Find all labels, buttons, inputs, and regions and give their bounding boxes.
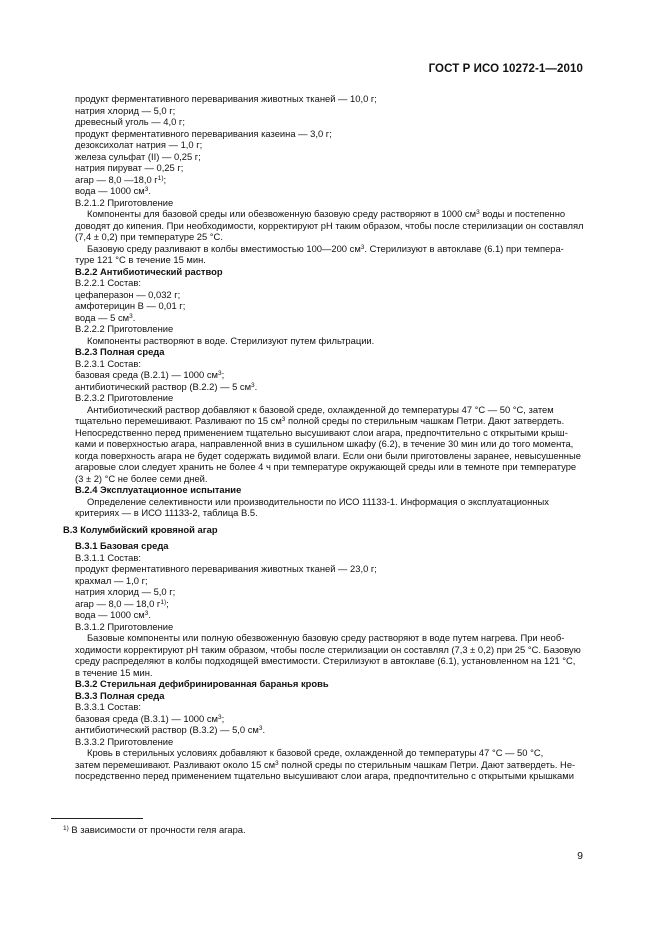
section-heading: В.3.2 Стерильная дефибринированная баранья кровь — [75, 678, 329, 689]
text-line: амфотерицин В — 0,01 г; — [75, 300, 186, 311]
text-line: тщательно перемешивают. Разливают по 15 $см^3$ полной среды по стерильным чашкам Петри. Дают затвердеть. — [75, 415, 565, 426]
text-line: Компоненты растворяют в воде. Стерилизуют путем фильтрации. — [87, 334, 375, 346]
text-line: Кровь в стерильных условиях добавляют к базовой среде, охлажденной до температуры 47 °С — 50 °С, — [87, 747, 544, 758]
section-heading: В.2.4 Эксплуатационное испытание — [75, 484, 242, 495]
text-line: (3 ± 2) °С не более семи дней. — [75, 472, 208, 484]
text-line: Компоненты для базовой среды или обезвоженную базовую среду растворяют в 1000 $см^3$ воды и постепенно — [87, 208, 566, 219]
page-number: 9 — [577, 850, 583, 862]
text-line: Базовые компоненты или полную обезвоженную базовую среду растворяют в воде путем нагрева. При необ- — [87, 632, 565, 643]
text-line: базовая среда (В.2.1) — 1000 $см^3$; — [75, 369, 225, 380]
text-line: продукт ферментативного переваривания животных тканей — 10,0 г; — [75, 93, 377, 104]
subsection-heading: В.2.3.2 Приготовление — [75, 392, 174, 403]
text-line: в течение 15 мин. — [75, 666, 153, 678]
subsection-heading: В.2.2.2 Приготовление — [75, 323, 174, 334]
footnote-divider — [51, 818, 143, 819]
footnote-ref: 1) — [160, 598, 167, 606]
text-line: Базовую среду разливают в колбы вместимостью 100—200 $см^3$. Стерилизуют в автоклаве (6.1) при темпера- — [87, 242, 564, 254]
text-line: посредственно перед применением тщательно высушивают слои агара, предпочтительно с открытыми крышками — [75, 770, 574, 781]
text-line: натрия пируват — 0,25 г; — [75, 162, 184, 173]
text-line: Определение селективности или производительности по ИСО 11133-1. Информация о эксплуатационных — [87, 495, 549, 507]
subsection-heading: В.2.1.2 Приготовление — [75, 196, 174, 208]
text-line: цефаперазон — 0,032 г; — [75, 288, 181, 300]
subsection-heading: В.3.1.2 Приготовление — [75, 620, 174, 632]
text-line: ходимости корректируют рН таким образом, чтобы после стерилизации он составлял (7,3 ± 0,2) при 25 °С. Базовую — [75, 643, 581, 655]
text-line: Непосредственно перед применением тщательно высушивают слои агара, предпочтительно с открытыми крыш- — [75, 426, 568, 438]
subsection-heading: В.2.3.1 Состав: — [75, 357, 141, 369]
text-line: древесный уголь — 4,0 г; — [75, 116, 185, 127]
document-code: ГОСТ Р ИСО 10272-1—2010 — [428, 63, 583, 75]
text-line: дезоксихолат натрия — 1,0 г; — [75, 139, 203, 150]
subsection-heading: В.2.2.1 Состав: — [75, 277, 141, 288]
text-line: антибиотический раствор (В.2.2) — 5 $см^3$. — [75, 380, 258, 392]
text-line: железа сульфат (II) — 0,25 г; — [75, 150, 201, 162]
section-heading: В.3.1 Базовая среда — [75, 540, 169, 551]
document-body — [63, 93, 585, 782]
text-line: продукт ферментативного переваривания животных тканей — 23,0 г; — [75, 563, 377, 574]
text-line: когда поверхность агара не будет содержать видимой влаги. Если они были приготовлены заранее, невысушенные — [75, 449, 581, 461]
text-line: агар — 8,0 — 18,0 $г^{1)}$; — [75, 597, 169, 609]
section-heading: В.2.3 Полная среда — [75, 346, 165, 357]
subsection-heading: В.3.1.1 Состав: — [75, 551, 141, 563]
text-line: натрия хлорид — 5,0 г; — [75, 586, 176, 597]
text-line: вода — 1000 $см^3$. — [75, 609, 151, 620]
text-line: продукт ферментативного переваривания казеина — 3,0 г; — [75, 127, 332, 139]
text-line: вода — 5 $см^3$. — [75, 311, 136, 323]
section-heading: В.2.2 Антибиотический раствор — [75, 265, 223, 277]
footnote: $^{1)}$ В зависимости от прочности геля агара. — [63, 824, 246, 835]
text-line: (7,4 ± 0,2) при температуре 25 °С. — [75, 231, 223, 242]
text-line: крахмал — 1,0 г; — [75, 574, 148, 586]
text-line: агаровые слои следует хранить не более 4 ч при температуре окружающей среды или в темноте при температуре — [75, 461, 577, 472]
text-line: базовая среда (В.3.1) — 1000 $см^3$; — [75, 712, 225, 724]
text-line: агар — 8,0 —18,0 $г^{1)}$; — [75, 173, 167, 185]
text-line: доводят до кипения. При необходимости, корректируют рН таким образом, чтобы после стерилизации он составлял — [75, 219, 584, 231]
text-line: критериях — в ИСО 11133-2, таблица В.5. — [75, 507, 258, 518]
text-line: натрия хлорид — 5,0 г; — [75, 104, 176, 116]
section-heading: В.3 Колумбийский кровяной агар — [63, 523, 218, 535]
text-line: туре 121 °С в течение 15 мин. — [75, 254, 206, 265]
section-heading: В.3.3 Полная среда — [75, 689, 165, 701]
text-line: антибиотический раствор (В.3.2) — 5,0 $см^3$. — [75, 724, 266, 735]
subsection-heading: В.3.3.2 Приготовление — [75, 735, 174, 747]
text-line: ками и поверхностью агара, направленной вниз в сушильном шкафу (6.2), в течение 30 мин или до того момента, — [75, 438, 574, 449]
text-line: среду распределяют в колбы подходящей вместимости. Стерилизуют в автоклаве (6.1), установленном на 121 °С, — [75, 655, 576, 666]
text-line: Антибиотический раствор добавляют к базовой среде, охлажденной до температуры 47 °С — 50 °С, затем — [87, 403, 554, 415]
footnote-ref: 1) — [157, 174, 164, 182]
text-line: вода — 1000 $см^3$. — [75, 185, 151, 196]
text-line: затем перемешивают. Разливают около 15 $см^3$ полной среды по стерильным чашкам Петри. Дают затвердеть. Не- — [75, 758, 576, 770]
subsection-heading: В.3.3.1 Состав: — [75, 701, 141, 712]
